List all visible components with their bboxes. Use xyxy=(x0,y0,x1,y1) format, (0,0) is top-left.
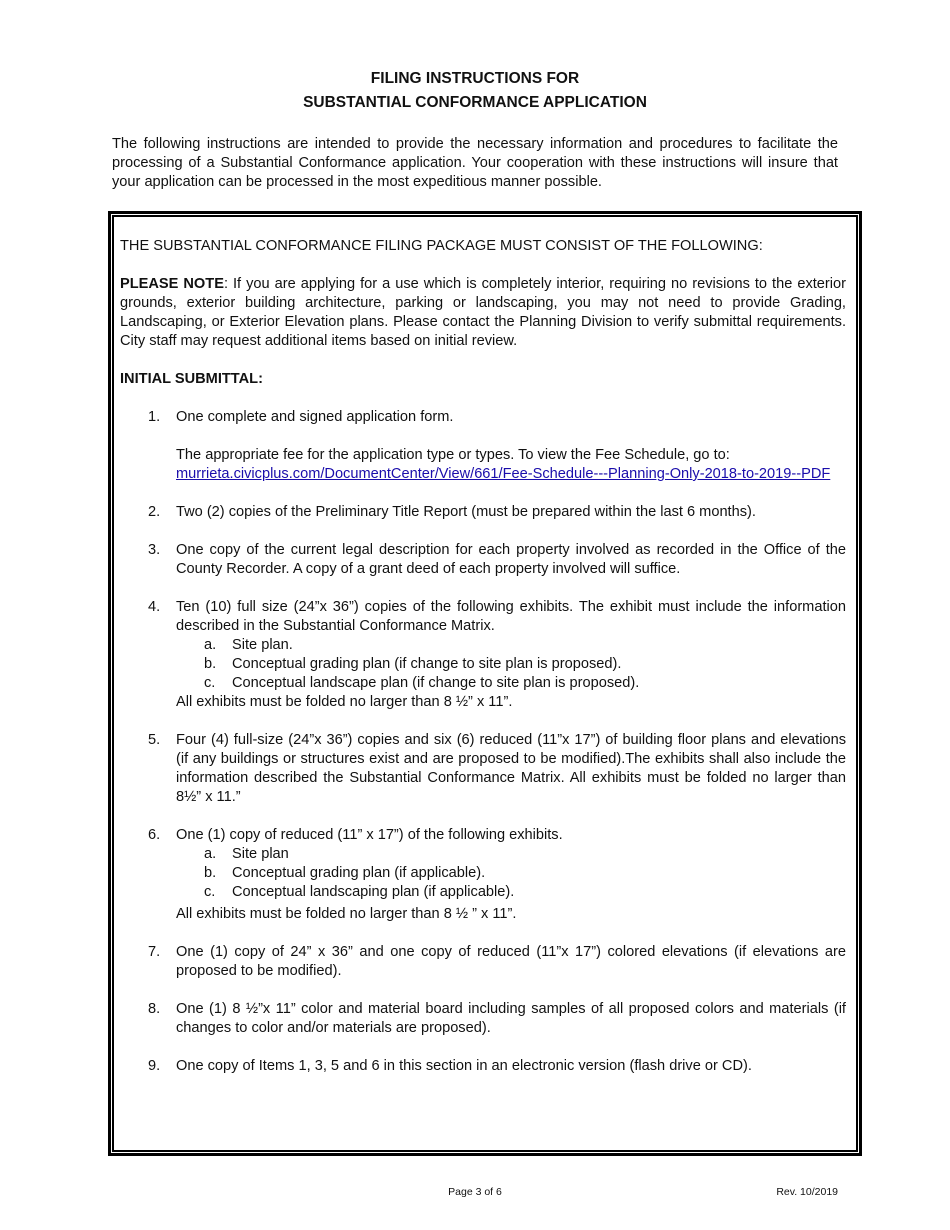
page-title xyxy=(0,67,950,115)
sub-item: a. Site plan xyxy=(204,846,289,862)
list-item: 8. One (1) 8 ½”x 11” color and material board including samples of all proposed colors and materials (if changes to color and/or materials are proposed). xyxy=(148,1001,846,1036)
fee-schedule-link[interactable]: murrieta.civicplus.com/DocumentCenter/View/661/Fee-Schedule---Planning-Only-2018-to-2019--PDF xyxy=(176,466,831,482)
revision-date: Rev. 10/2019 xyxy=(776,1186,838,1198)
sub-item: c. Conceptual landscape plan (if change to site plan is proposed). xyxy=(204,675,640,691)
fold-note: All exhibits must be folded no larger than 8 ½ ” x 11”. xyxy=(176,906,517,922)
fee-text: The appropriate fee for the application type or types. To view the Fee Schedule, go to: xyxy=(176,447,730,463)
sub-item: b. Conceptual grading plan (if change to site plan is proposed). xyxy=(204,656,622,672)
list-item: 9. One copy of Items 1, 3, 5 and 6 in this section in an electronic version (flash drive or CD). xyxy=(148,1058,752,1074)
initial-submittal-heading: INITIAL SUBMITTAL: xyxy=(120,371,263,387)
please-note xyxy=(120,275,846,351)
page-number: Page 3 of 6 xyxy=(448,1186,502,1198)
sub-item: a. Site plan. xyxy=(204,637,293,653)
submittal-list xyxy=(120,408,846,1076)
list-item: 2. Two (2) copies of the Preliminary Title Report (must be prepared within the last 6 months). xyxy=(148,504,756,520)
intro-paragraph: The following instructions are intended to provide the necessary information and procedures to facilitate the processing of a Substantial Conformance application. Your cooperation with these instructions will insure that your application can be processed in the most expeditious manner possible. xyxy=(112,136,838,190)
sub-item: b. Conceptual grading plan (if applicable). xyxy=(204,865,486,881)
please-note-text: : If you are applying for a use which is completely interior, requiring no revisions to the exterior grounds, exterior building architecture, parking or landscaping, you may not need to provide Grading, Landscaping, or Exterior Elevation plans. Please contact the Planning Division to verify submittal requirements. City staff may request additional items based on initial review. xyxy=(120,276,846,349)
please-note-label: PLEASE NOTE xyxy=(120,276,224,292)
list-item: 3. One copy of the current legal description for each property involved as recorded in the Office of the County Recorder. A copy of a grant deed of each property involved will suffice. xyxy=(148,542,846,577)
list-item: 5. Four (4) full-size (24”x 36”) copies and six (6) reduced (11”x 17”) of building floor plans and elevations (if any buildings or structures exist and are proposed to be modified).The exhibits shall also include the information described the Substantial Conformance Matrix. All exhibits must be folded no larger than 8½” x 11.” xyxy=(148,732,846,805)
list-item: 6. One (1) copy of reduced (11” x 17”) of the following exhibits. a. Site plan b. Conceptual grading plan (if applicable). c. Conceptual landscaping plan (if applicable). All exhibits must be folded no larger than 8 ½ ” x 11”. xyxy=(120,826,846,924)
fold-note: All exhibits must be folded no larger than 8 ½” x 11”. xyxy=(176,694,513,710)
list-item: 1. One complete and signed application form. The appropriate fee for the application type or types. To view the Fee Schedule, go to: murrieta.civicplus.com/DocumentCenter/View/661/Fee-Schedule---Planning-Only-2018-to-2019--PDF xyxy=(120,408,846,484)
list-item: 7. One (1) copy of 24” x 36” and one copy of reduced (11”x 17”) colored elevations (if elevations are proposed to be modified). xyxy=(148,944,846,979)
filing-package-box xyxy=(108,211,862,1156)
list-item: 4. Ten (10) full size (24”x 36”) copies of the following exhibits. The exhibit must include the information described in the Substantial Conformance Matrix. a. Site plan. b. Conceptual grading plan (if change to site plan is proposed). c. Conceptual landscape plan (if change to site plan is proposed). All exhibits must be folded no larger than 8 ½” x 11”. xyxy=(148,599,846,710)
sub-item: c. Conceptual landscaping plan (if applicable). xyxy=(204,884,515,900)
title-line-1: FILING INSTRUCTIONS FOR xyxy=(370,70,580,87)
title-line-2: SUBSTANTIAL CONFORMANCE APPLICATION xyxy=(303,94,647,111)
package-heading: THE SUBSTANTIAL CONFORMANCE FILING PACKAGE MUST CONSIST OF THE FOLLOWING: xyxy=(120,238,763,254)
